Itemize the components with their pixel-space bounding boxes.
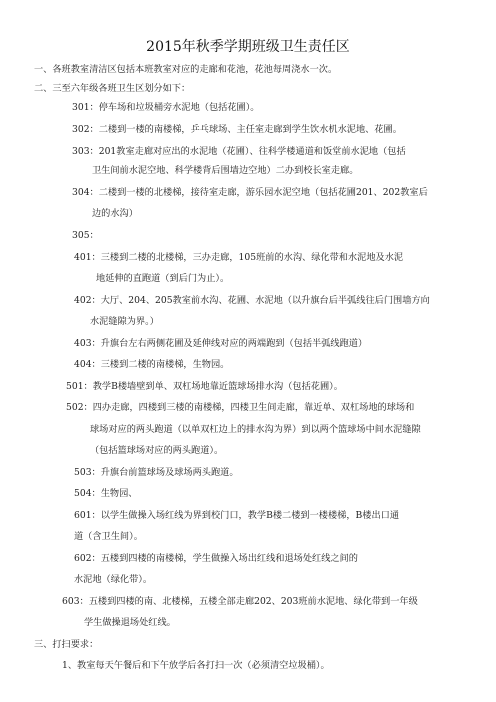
duty-item-401: 401：三楼到二楼的北楼梯，三办走廊，105班前的水沟、绿化带和水泥地及水泥 — [74, 252, 404, 263]
duty-item-303-cont: 卫生间前水泥空地、科学楼背后围墙边空地）二办到校长室走廊。 — [92, 165, 359, 176]
duty-item-501: 501：教学B楼墙壁到单、双杠场地靠近篮球场排水沟（包括花圃）。 — [66, 381, 343, 392]
duty-item-504: 504：生物园、 — [74, 488, 138, 499]
duty-item-601-cont: 道（含卫生间）。 — [74, 531, 143, 542]
duty-item-603-cont: 学生做操退场处红线。 — [84, 617, 176, 628]
requirement-item-1: 1、教室每天午餐后和下午放学后各打扫一次（必须清空垃圾桶）。 — [62, 660, 330, 671]
duty-item-601: 601：以学生做操入场红线为界到校门口，教学B楼二楼到一楼楼梯，B楼出口通 — [74, 510, 400, 521]
duty-item-502-cont-1: 球场对应的两头跑道（以单双杠边上的排水沟为界）到以两个篮球场中间水泥缝隙 — [90, 424, 421, 435]
duty-item-303: 303：201教室走廊对应出的水泥地（花圃）、往科学楼通道和饭堂前水泥地（包括 — [72, 146, 406, 157]
duty-item-402-cont: 水泥缝隙为界。） — [90, 316, 159, 327]
section-heading-2: 二、三至六年级各班卫生区划分如下： — [34, 83, 191, 94]
duty-item-503: 503：升旗台前篮球场及球场两头跑道。 — [74, 467, 239, 478]
duty-item-602: 602：五楼到四楼的南楼梯，学生做操入场出红线和退场处红线之间的 — [74, 553, 358, 564]
section-heading-1: 一、各班教室清洁区包括本班教室对应的走廊和花池，花池每周浇水一次。 — [34, 64, 338, 75]
duty-item-403: 403：升旗台左右两侧花圃及延伸线对应的两端跑到（包括半弧线跑道） — [74, 338, 368, 349]
duty-item-603: 603：五楼到四楼的南、北楼梯，五楼全部走廊202、203班前水泥地、绿化带到一年级 — [62, 596, 418, 607]
duty-item-404: 404：三楼到二楼的南楼梯，生物园。 — [74, 359, 230, 370]
duty-item-502: 502：四办走廊，四楼到三楼的南楼梯，四楼卫生间走廊，靠近单、双杠场地的球场和 — [66, 402, 415, 413]
duty-item-502-cont-2: （包括篮球场对应的两头跑道）。 — [90, 445, 224, 456]
section-heading-3: 三、打扫要求： — [34, 639, 99, 650]
duty-item-302: 302：二楼到一楼的南楼梯，乒乓球场、主任室走廊到学生饮水机水泥地、花圃。 — [72, 124, 402, 135]
duty-item-305: 305： — [72, 230, 99, 241]
duty-item-304: 304：二楼到一楼的北楼梯，接待室走廊，游乐园水泥空地（包括花圃201、202教室后 — [72, 187, 428, 198]
duty-item-301: 301：停车场和垃圾桶旁水泥地（包括花圃）。 — [72, 102, 260, 113]
duty-item-401-cont: 地延伸的直跑道（到后门为止）。 — [96, 273, 230, 284]
duty-item-304-cont: 边的水沟） — [92, 208, 138, 219]
page-title: 2015年秋季学期班级卫生责任区 — [146, 39, 350, 55]
duty-item-402: 402：大厅、204、205教室前水沟、花圃、水泥地（以升旗台后半弧线往后门围墙方向 — [74, 295, 430, 306]
duty-item-602-cont: 水泥地（绿化带）。 — [74, 574, 153, 585]
